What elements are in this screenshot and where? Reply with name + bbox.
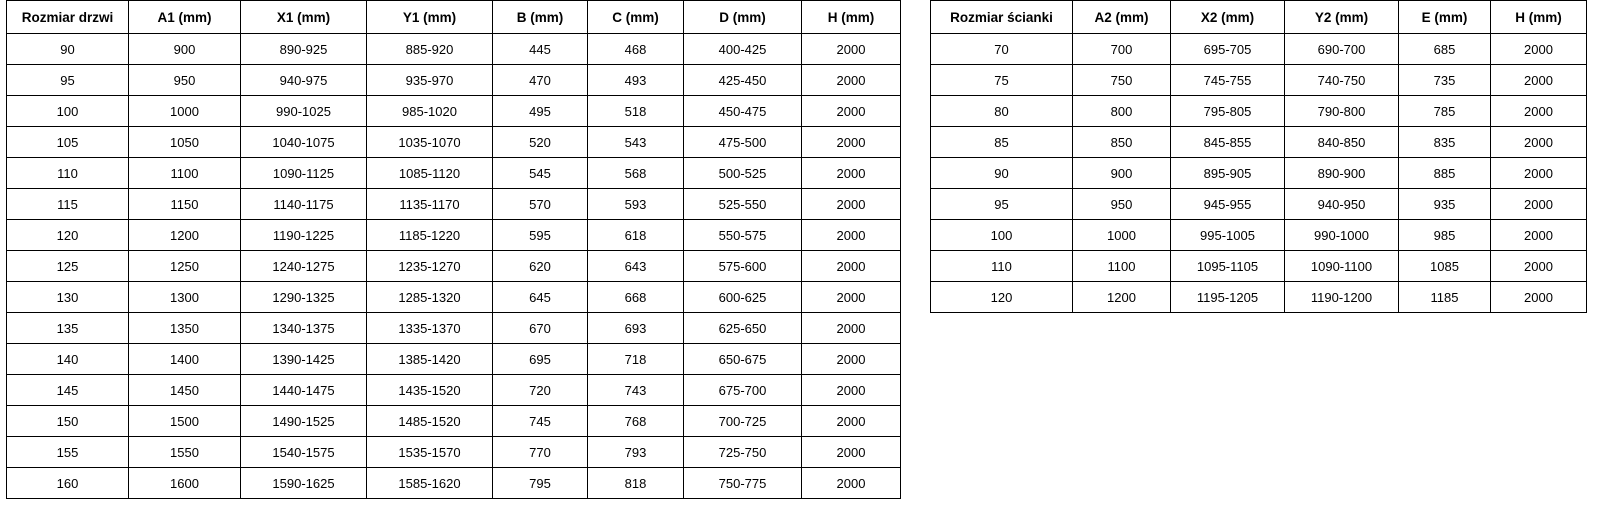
table-cell: 1000 — [1073, 220, 1171, 251]
column-header: Rozmiar drzwi — [7, 1, 129, 34]
table-cell: 890-925 — [241, 34, 367, 65]
table-cell: 1340-1375 — [241, 313, 367, 344]
table-row — [7, 282, 901, 313]
table-cell: 1535-1570 — [367, 437, 493, 468]
table-cell: 1290-1325 — [241, 282, 367, 313]
column-header: H (mm) — [802, 1, 901, 34]
table-cell: 645 — [493, 282, 588, 313]
table-row — [7, 189, 901, 220]
table-cell: 2000 — [1491, 220, 1587, 251]
table-cell: 475-500 — [684, 127, 802, 158]
table-cell: 545 — [493, 158, 588, 189]
table-cell: 2000 — [802, 251, 901, 282]
table-cell: 2000 — [802, 406, 901, 437]
table-cell: 650-675 — [684, 344, 802, 375]
table-row — [931, 251, 1587, 282]
table-cell: 720 — [493, 375, 588, 406]
table-cell: 785 — [1399, 96, 1491, 127]
table-cell: 2000 — [802, 220, 901, 251]
table-cell: 125 — [7, 251, 129, 282]
table-cell: 985-1020 — [367, 96, 493, 127]
table-cell: 70 — [931, 34, 1073, 65]
table-cell: 115 — [7, 189, 129, 220]
table-cell: 845-855 — [1171, 127, 1285, 158]
table-cell: 1235-1270 — [367, 251, 493, 282]
table-cell: 575-600 — [684, 251, 802, 282]
table-cell: 425-450 — [684, 65, 802, 96]
table-cell: 850 — [1073, 127, 1171, 158]
table-cell: 1090-1125 — [241, 158, 367, 189]
table-cell: 400-425 — [684, 34, 802, 65]
table-cell: 835 — [1399, 127, 1491, 158]
table-cell: 1190-1225 — [241, 220, 367, 251]
table-cell: 135 — [7, 313, 129, 344]
table-cell: 120 — [7, 220, 129, 251]
table-cell: 1085-1120 — [367, 158, 493, 189]
table-row — [7, 406, 901, 437]
table-cell: 1390-1425 — [241, 344, 367, 375]
table-cell: 520 — [493, 127, 588, 158]
table-cell: 1250 — [129, 251, 241, 282]
table-row — [931, 65, 1587, 96]
table-cell: 793 — [588, 437, 684, 468]
door-size-table — [6, 0, 901, 499]
table-cell: 150 — [7, 406, 129, 437]
column-header: X1 (mm) — [241, 1, 367, 34]
table-cell: 770 — [493, 437, 588, 468]
table-cell: 95 — [7, 65, 129, 96]
table-cell: 2000 — [1491, 65, 1587, 96]
table-cell: 935 — [1399, 189, 1491, 220]
table-cell: 145 — [7, 375, 129, 406]
table-cell: 550-575 — [684, 220, 802, 251]
table-cell: 105 — [7, 127, 129, 158]
table-cell: 495 — [493, 96, 588, 127]
table-row — [931, 96, 1587, 127]
table-cell: 768 — [588, 406, 684, 437]
column-header: C (mm) — [588, 1, 684, 34]
table-cell: 2000 — [1491, 282, 1587, 313]
table-row — [7, 65, 901, 96]
table-cell: 1500 — [129, 406, 241, 437]
table-cell: 620 — [493, 251, 588, 282]
table-cell: 885-920 — [367, 34, 493, 65]
table-cell: 1350 — [129, 313, 241, 344]
table-cell: 140 — [7, 344, 129, 375]
table-cell: 2000 — [1491, 251, 1587, 282]
table-cell: 740-750 — [1285, 65, 1399, 96]
table-cell: 570 — [493, 189, 588, 220]
table-cell: 1185 — [1399, 282, 1491, 313]
table-cell: 90 — [7, 34, 129, 65]
column-header: Y1 (mm) — [367, 1, 493, 34]
table-cell: 1335-1370 — [367, 313, 493, 344]
table-cell: 130 — [7, 282, 129, 313]
column-header: X2 (mm) — [1171, 1, 1285, 34]
table-cell: 695-705 — [1171, 34, 1285, 65]
table-cell: 818 — [588, 468, 684, 499]
table-cell: 2000 — [1491, 96, 1587, 127]
table-cell: 690-700 — [1285, 34, 1399, 65]
table-cell: 618 — [588, 220, 684, 251]
table-cell: 668 — [588, 282, 684, 313]
column-header: A2 (mm) — [1073, 1, 1171, 34]
door-size-table-container — [6, 0, 901, 499]
table-cell: 100 — [7, 96, 129, 127]
table-cell: 2000 — [802, 468, 901, 499]
table-cell: 1385-1420 — [367, 344, 493, 375]
table-cell: 518 — [588, 96, 684, 127]
table-row — [7, 158, 901, 189]
table-cell: 468 — [588, 34, 684, 65]
table-cell: 985 — [1399, 220, 1491, 251]
table-cell: 1195-1205 — [1171, 282, 1285, 313]
table-cell: 1300 — [129, 282, 241, 313]
table-cell: 743 — [588, 375, 684, 406]
wall-size-table — [930, 0, 1587, 313]
table-cell: 2000 — [1491, 189, 1587, 220]
table-row — [931, 158, 1587, 189]
table-cell: 1085 — [1399, 251, 1491, 282]
table-cell: 470 — [493, 65, 588, 96]
table-row — [7, 344, 901, 375]
table-cell: 568 — [588, 158, 684, 189]
table-cell: 2000 — [802, 158, 901, 189]
table-cell: 1090-1100 — [1285, 251, 1399, 282]
table-cell: 700 — [1073, 34, 1171, 65]
table-row — [7, 96, 901, 127]
column-header: H (mm) — [1491, 1, 1587, 34]
table-header-row — [931, 1, 1587, 34]
table-cell: 2000 — [1491, 34, 1587, 65]
column-header: B (mm) — [493, 1, 588, 34]
table-row — [7, 127, 901, 158]
table-cell: 750 — [1073, 65, 1171, 96]
table-cell: 2000 — [802, 313, 901, 344]
table-cell: 695 — [493, 344, 588, 375]
table-cell: 155 — [7, 437, 129, 468]
table-row — [7, 220, 901, 251]
table-cell: 1035-1070 — [367, 127, 493, 158]
table-cell: 90 — [931, 158, 1073, 189]
table-cell: 600-625 — [684, 282, 802, 313]
table-cell: 693 — [588, 313, 684, 344]
table-cell: 950 — [1073, 189, 1171, 220]
table-cell: 110 — [931, 251, 1073, 282]
column-header: Y2 (mm) — [1285, 1, 1399, 34]
table-cell: 1040-1075 — [241, 127, 367, 158]
table-cell: 950 — [129, 65, 241, 96]
table-cell: 1450 — [129, 375, 241, 406]
table-row — [931, 127, 1587, 158]
table-cell: 2000 — [802, 127, 901, 158]
table-cell: 1050 — [129, 127, 241, 158]
table-cell: 995-1005 — [1171, 220, 1285, 251]
table-cell: 900 — [1073, 158, 1171, 189]
table-cell: 85 — [931, 127, 1073, 158]
table-row — [931, 189, 1587, 220]
table-cell: 450-475 — [684, 96, 802, 127]
table-cell: 1185-1220 — [367, 220, 493, 251]
table-cell: 1400 — [129, 344, 241, 375]
table-cell: 1550 — [129, 437, 241, 468]
table-cell: 2000 — [802, 344, 901, 375]
table-row — [7, 313, 901, 344]
table-cell: 675-700 — [684, 375, 802, 406]
table-cell: 1485-1520 — [367, 406, 493, 437]
table-cell: 1100 — [1073, 251, 1171, 282]
table-cell: 940-950 — [1285, 189, 1399, 220]
table-cell: 725-750 — [684, 437, 802, 468]
table-cell: 2000 — [1491, 158, 1587, 189]
table-cell: 735 — [1399, 65, 1491, 96]
wall-size-table-container — [930, 0, 1587, 313]
table-cell: 525-550 — [684, 189, 802, 220]
table-cell: 745 — [493, 406, 588, 437]
table-cell: 895-905 — [1171, 158, 1285, 189]
table-cell: 2000 — [802, 282, 901, 313]
table-cell: 800 — [1073, 96, 1171, 127]
table-cell: 100 — [931, 220, 1073, 251]
table-cell: 2000 — [1491, 127, 1587, 158]
table-cell: 840-850 — [1285, 127, 1399, 158]
table-cell: 2000 — [802, 437, 901, 468]
table-cell: 1100 — [129, 158, 241, 189]
table-cell: 643 — [588, 251, 684, 282]
table-row — [931, 282, 1587, 313]
table-cell: 1200 — [1073, 282, 1171, 313]
table-row — [7, 34, 901, 65]
table-cell: 445 — [493, 34, 588, 65]
table-cell: 700-725 — [684, 406, 802, 437]
table-cell: 625-650 — [684, 313, 802, 344]
table-cell: 1285-1320 — [367, 282, 493, 313]
table-cell: 685 — [1399, 34, 1491, 65]
table-cell: 2000 — [802, 189, 901, 220]
table-cell: 1540-1575 — [241, 437, 367, 468]
column-header: D (mm) — [684, 1, 802, 34]
table-cell: 2000 — [802, 375, 901, 406]
table-cell: 160 — [7, 468, 129, 499]
column-header: A1 (mm) — [129, 1, 241, 34]
table-cell: 120 — [931, 282, 1073, 313]
table-cell: 493 — [588, 65, 684, 96]
table-row — [931, 34, 1587, 65]
table-cell: 1190-1200 — [1285, 282, 1399, 313]
table-cell: 1200 — [129, 220, 241, 251]
table-cell: 500-525 — [684, 158, 802, 189]
table-cell: 745-755 — [1171, 65, 1285, 96]
table-cell: 718 — [588, 344, 684, 375]
table-header-row — [7, 1, 901, 34]
table-row — [7, 437, 901, 468]
table-cell: 1590-1625 — [241, 468, 367, 499]
table-cell: 1490-1525 — [241, 406, 367, 437]
table-cell: 790-800 — [1285, 96, 1399, 127]
table-cell: 95 — [931, 189, 1073, 220]
table-cell: 80 — [931, 96, 1073, 127]
table-row — [931, 220, 1587, 251]
table-cell: 885 — [1399, 158, 1491, 189]
table-row — [7, 375, 901, 406]
table-cell: 1240-1275 — [241, 251, 367, 282]
table-cell: 593 — [588, 189, 684, 220]
table-cell: 1585-1620 — [367, 468, 493, 499]
table-cell: 2000 — [802, 96, 901, 127]
table-cell: 2000 — [802, 65, 901, 96]
column-header: Rozmiar ścianki — [931, 1, 1073, 34]
table-cell: 1095-1105 — [1171, 251, 1285, 282]
table-cell: 990-1025 — [241, 96, 367, 127]
table-cell: 595 — [493, 220, 588, 251]
table-row — [7, 468, 901, 499]
table-cell: 1150 — [129, 189, 241, 220]
table-cell: 795 — [493, 468, 588, 499]
table-cell: 1140-1175 — [241, 189, 367, 220]
table-cell: 1000 — [129, 96, 241, 127]
table-cell: 990-1000 — [1285, 220, 1399, 251]
table-cell: 945-955 — [1171, 189, 1285, 220]
table-cell: 940-975 — [241, 65, 367, 96]
table-cell: 1600 — [129, 468, 241, 499]
table-cell: 1135-1170 — [367, 189, 493, 220]
table-cell: 75 — [931, 65, 1073, 96]
table-cell: 543 — [588, 127, 684, 158]
table-cell: 935-970 — [367, 65, 493, 96]
table-cell: 890-900 — [1285, 158, 1399, 189]
table-row — [7, 251, 901, 282]
table-cell: 670 — [493, 313, 588, 344]
table-cell: 1435-1520 — [367, 375, 493, 406]
table-cell: 110 — [7, 158, 129, 189]
table-cell: 2000 — [802, 34, 901, 65]
table-cell: 795-805 — [1171, 96, 1285, 127]
table-cell: 1440-1475 — [241, 375, 367, 406]
table-cell: 750-775 — [684, 468, 802, 499]
column-header: E (mm) — [1399, 1, 1491, 34]
table-cell: 900 — [129, 34, 241, 65]
